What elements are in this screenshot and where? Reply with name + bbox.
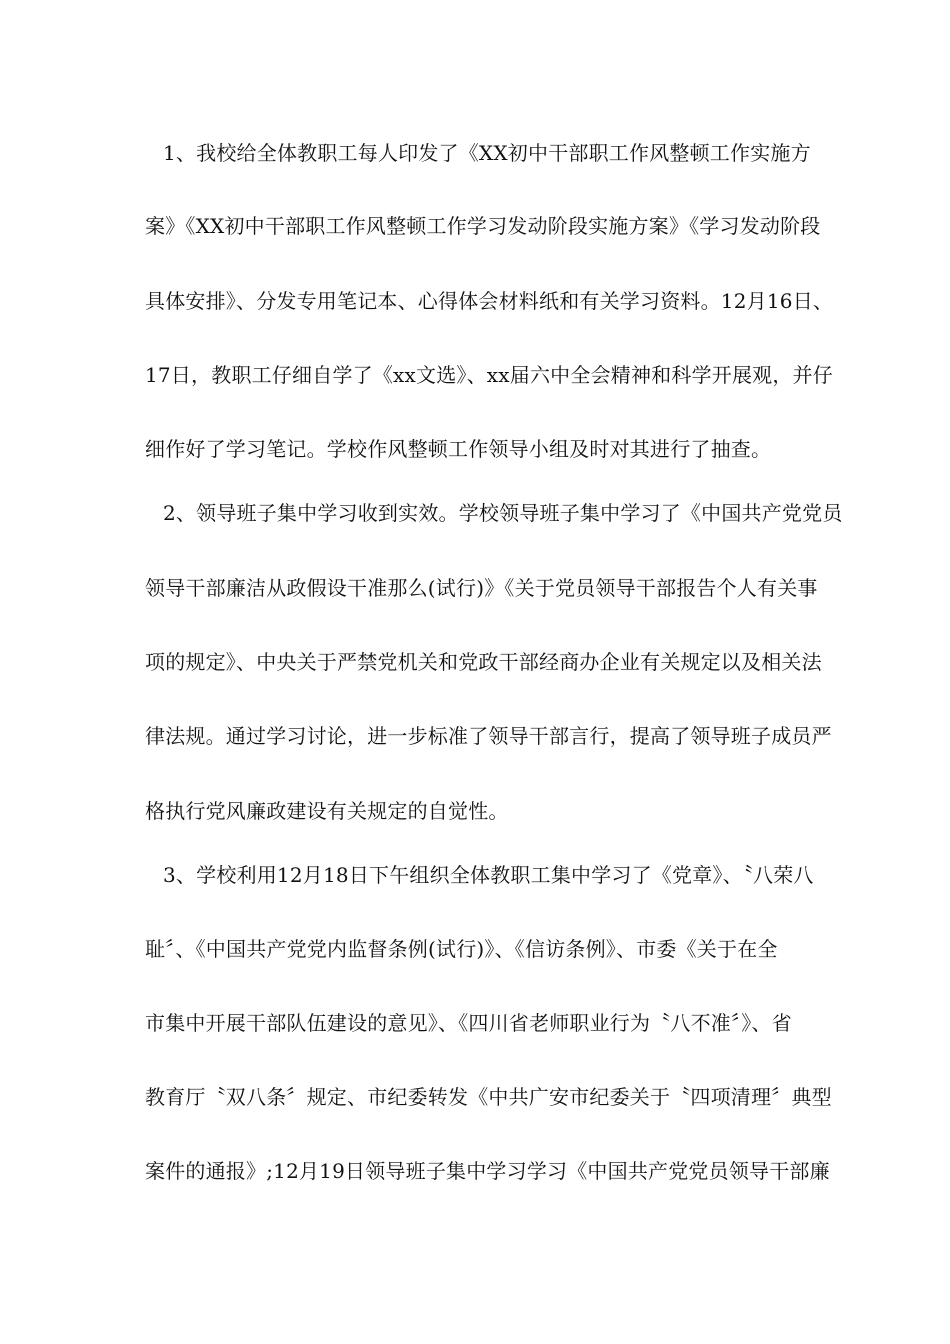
paragraph-2-line-4: 律法规。通过学习讨论，进一步标准了领导干部言行，提高了领导班子成员严: [145, 724, 832, 748]
paragraph-1-line-1: 1、我校给全体教职工每人印发了《XX初中干部职工作风整顿工作实施方: [163, 141, 811, 165]
paragraph-3-line-3: 市集中开展干部队伍建设的意见》、《四川省老师职业行为〝八不准〞》、省: [145, 1011, 792, 1035]
paragraph-1-line-2: 案》《XX初中干部职工作风整顿工作学习发动阶段实施方案》《学习发动阶段: [145, 214, 821, 238]
paragraph-3-line-5: 案件的通报》;12月19日领导班子集中学习学习《中国共产党党员领导干部廉: [145, 1159, 830, 1183]
paragraph-2-line-5: 格执行党风廉政建设有关规定的自觉性。: [145, 799, 509, 823]
paragraph-3-line-4: 教育厅〝双八条〞规定、市纪委转发《中共广安市纪委关于〝四项清理〞典型: [145, 1085, 832, 1109]
paragraph-3-line-1: 3、学校利用12月18日下午组织全体教职工集中学习了《党章》、〝八荣八: [163, 863, 814, 887]
paragraph-2-line-3: 项的规定》、中央关于严禁党机关和党政干部经商办企业有关规定以及相关法: [145, 650, 822, 674]
paragraph-2-line-2: 领导干部廉洁从政假设干准那么(试行)》《关于党员领导干部报告个人有关事: [145, 576, 818, 600]
paragraph-1-line-4: 17日，教职工仔细自学了《xx文选》、xx届六中全会精神和科学开展观，并仔: [145, 363, 833, 387]
paragraph-2-line-1: 2、领导班子集中学习收到实效。学校领导班子集中学习了《中国共产党党员: [163, 501, 843, 525]
paragraph-1-line-5: 细作好了学习笔记。学校作风整顿工作领导小组及时对其进行了抽查。: [145, 437, 772, 461]
paragraph-3-line-2: 耻〞、《中国共产党党内监督条例(试行)》、《信访条例》、市委《关于在全: [145, 937, 778, 961]
paragraph-1-line-3: 具体安排》、分发专用笔记本、心得体会材料纸和有关学习资料。12月16日、: [145, 289, 834, 313]
